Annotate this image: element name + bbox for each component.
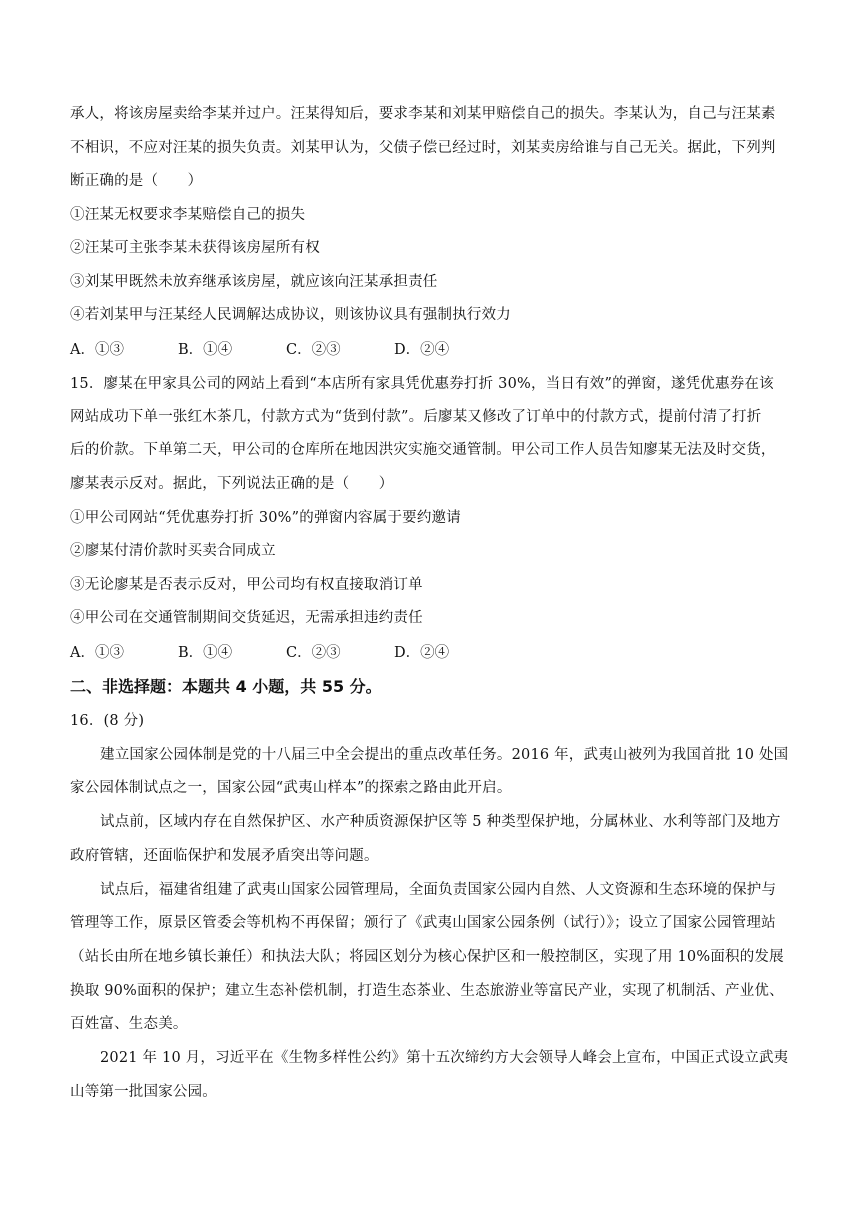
q16-paragraph-2-line-1: 试点前，区域内存在自然保护区、水产种质资源保护区等 5 种类型保护地，分属林业、水利等部门及地方 — [100, 814, 781, 830]
q14-statement-1: ①汪某无权要求李某赔偿自己的损失 — [70, 207, 306, 223]
q15-options — [70, 643, 570, 663]
q14-option-a[interactable]: A．①③ — [70, 342, 124, 358]
q14-option-c[interactable]: C．②③ — [286, 342, 341, 358]
q14-stem-line-2: 不相识，不应对汪某的损失负责。刘某甲认为，父债子偿已经过时，刘某卖房给谁与自己无关。据此，下列判 — [70, 140, 776, 156]
section-heading: 二、非选择题：本题共 4 小题，共 55 分。 — [70, 677, 382, 696]
q15-stem-line-1: 15．廖某在甲家具公司的网站上看到“本店所有家具凭优惠券打折 30%，当日有效”的弹窗，遂凭优惠券在该 — [70, 376, 774, 392]
q15-statement-1: ①甲公司网站“凭优惠券打折 30%”的弹窗内容属于要约邀请 — [70, 510, 461, 526]
q16-paragraph-1-line-2: 家公园体制试点之一，国家公园“武夷山样本”的探索之路由此开启。 — [70, 780, 512, 796]
q16-paragraph-3-line-5: 百姓富、生态美。 — [70, 1016, 188, 1032]
q16-paragraph-4-line-2: 山等第一批国家公园。 — [70, 1084, 217, 1100]
q16-paragraph-3-line-2: 管理等工作，原景区管委会等机构不再保留；颁行了《武夷山国家公园条例（试行）》；设立了国家公园管理站 — [70, 915, 776, 931]
q15-option-c[interactable]: C．②③ — [286, 645, 341, 661]
q14-option-d[interactable]: D．②④ — [394, 342, 450, 358]
q15-stem-line-4: 廖某表示反对。据此，下列说法正确的是（ ） — [70, 476, 394, 492]
q14-stem-line-3: 断正确的是（ ） — [70, 173, 203, 189]
q15-stem-line-3: 后的价款。下单第二天，甲公司的仓库所在地因洪灾实施交通管制。甲公司工作人员告知廖某无法及时交货， — [70, 442, 776, 458]
q16-paragraph-4-line-1: 2021 年 10 月，习近平在《生物多样性公约》第十五次缔约方大会领导人峰会上宣布，中国正式设立武夷 — [100, 1050, 789, 1066]
q15-stem-line-2: 网站成功下单一张红木茶几，付款方式为“货到付款”。后廖某又修改了订单中的付款方式，提前付清了打折 — [70, 409, 762, 425]
q16-paragraph-3-line-4: 换取 90%面积的保护；建立生态补偿机制，打造生态茶业、生态旅游业等富民产业，实现了机制活、产业优、 — [70, 983, 784, 999]
q16-paragraph-1-line-1: 建立国家公园体制是党的十八届三中全会提出的重点改革任务。2016 年，武夷山被列为我国首批 10 处国 — [100, 747, 789, 763]
q16-paragraph-3-line-3: （站长由所在地乡镇长兼任）和执法大队；将园区划分为核心保护区和一般控制区，实现了用 10%面积的发展 — [70, 949, 784, 965]
q14-statement-2: ②汪某可主张李某未获得该房屋所有权 — [70, 240, 320, 256]
q15-statement-4: ④甲公司在交通管制期间交货延迟，无需承担违约责任 — [70, 610, 423, 626]
q14-statement-4: ④若刘某甲与汪某经人民调解达成协议，则该协议具有强制执行效力 — [70, 307, 511, 323]
q14-statement-3: ③刘某甲既然未放弃继承该房屋，就应该向汪某承担责任 — [70, 274, 438, 290]
q15-option-b[interactable]: B．①④ — [178, 645, 233, 661]
q16-paragraph-2-line-2: 政府管辖，还面临保护和发展矛盾突出等问题。 — [70, 848, 379, 864]
q15-option-d[interactable]: D．②④ — [394, 645, 450, 661]
q14-options — [70, 340, 570, 360]
q15-statement-2: ②廖某付清价款时买卖合同成立 — [70, 543, 276, 559]
q16-number: 16．(8 分) — [70, 713, 145, 729]
q14-option-b[interactable]: B．①④ — [178, 342, 233, 358]
q15-option-a[interactable]: A．①③ — [70, 645, 124, 661]
q14-stem-line-1: 承人，将该房屋卖给李某并过户。汪某得知后，要求李某和刘某甲赔偿自己的损失。李某认为，自己与汪某素 — [70, 106, 776, 122]
q15-statement-3: ③无论廖某是否表示反对，甲公司均有权直接取消订单 — [70, 577, 423, 593]
q16-paragraph-3-line-1: 试点后，福建省组建了武夷山国家公园管理局，全面负责国家公园内自然、人文资源和生态环境的保护与 — [100, 882, 777, 898]
